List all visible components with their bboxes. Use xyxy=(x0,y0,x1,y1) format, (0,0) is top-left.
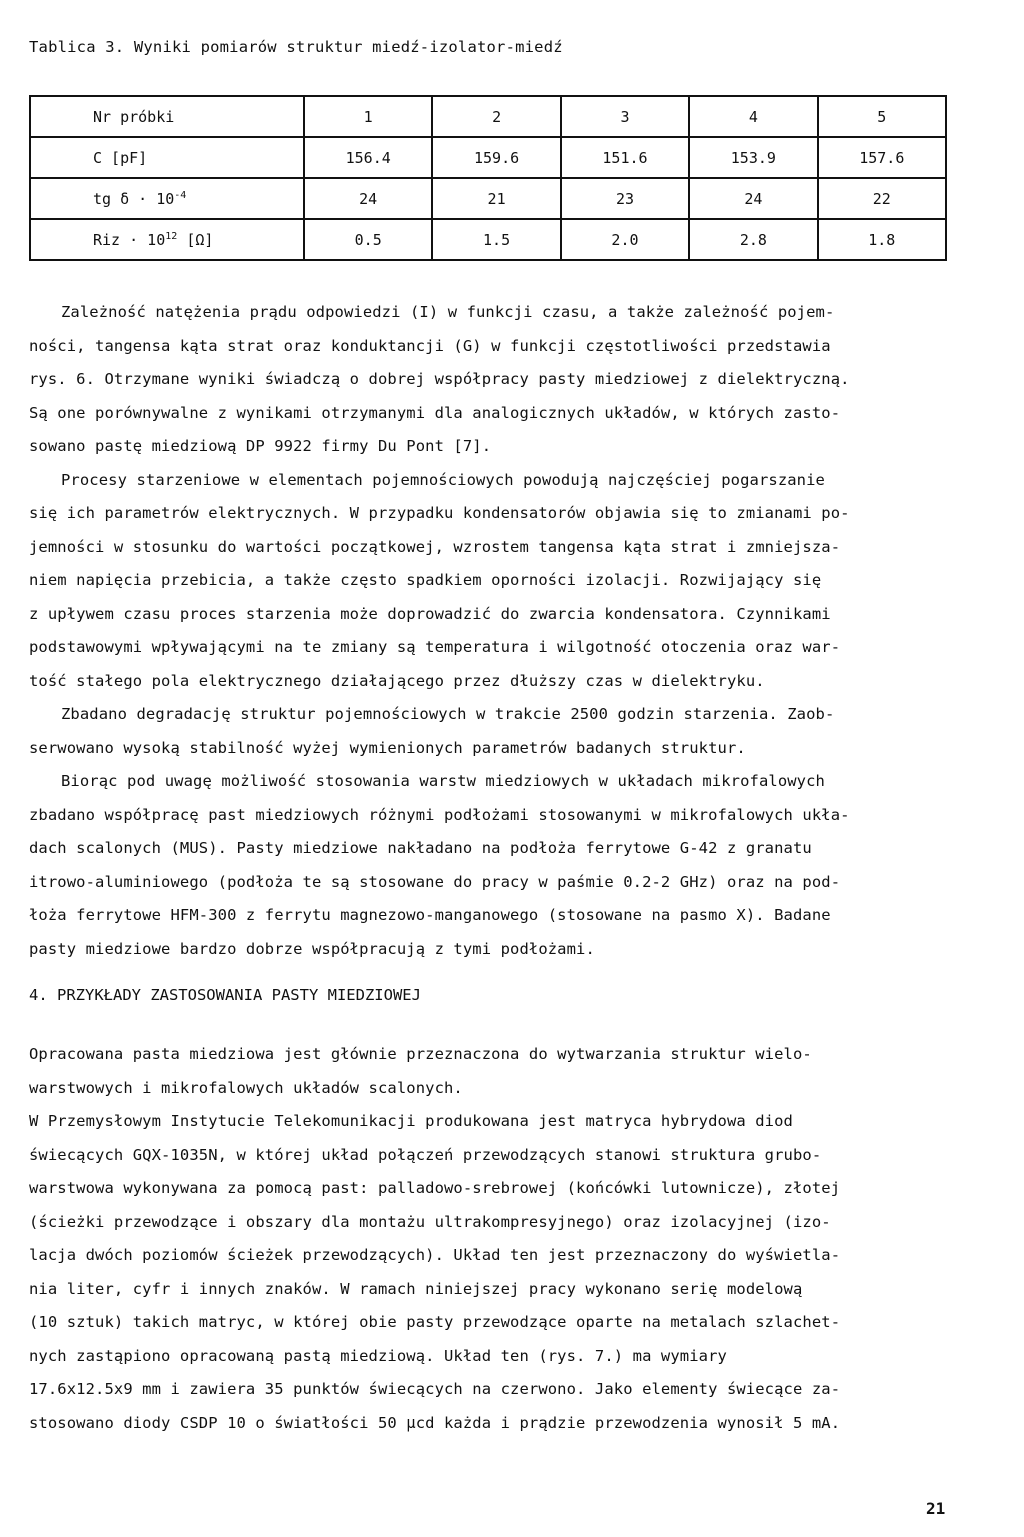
row-label-resistance: Riz · $10^{12}$ [Ω] xyxy=(30,219,304,260)
table-cell: 1.8 xyxy=(818,219,946,260)
text-line: warstwowa wykonywana za pomocą past: palladowo-srebrowej (końcówki lutownicze), złotej xyxy=(29,1179,841,1197)
text-line: warstwowych i mikrofalowych układów scalonych. xyxy=(29,1078,463,1097)
table-cell: 21 xyxy=(432,178,560,219)
page-number: 21 xyxy=(926,1499,946,1518)
table-header-cell: 5 xyxy=(818,96,946,137)
text-line: podstawowymi wpływającymi na te zmiany są temperatura i wilgotność otoczenia oraz war- xyxy=(29,638,841,656)
table-cell: 22 xyxy=(818,178,946,219)
text-line: Są one porównywalne z wynikami otrzymanymi dla analogicznych układów, w których zasto- xyxy=(29,403,841,422)
text-line: nych zastąpiono opracowaną pastą miedziową. Układ ten (rys. 7.) ma wymiary xyxy=(29,1346,727,1365)
text-line: łoża ferrytowe HFM-300 z ferrytu magnezowo-manganowego (stosowane na pasmo X). Badane xyxy=(29,906,831,924)
table-header-cell: 4 xyxy=(689,96,817,137)
table-cell: 156.4 xyxy=(304,137,432,178)
table-cell: 159.6 xyxy=(432,137,560,178)
table-cell: 2.0 xyxy=(561,219,689,260)
table-header-cell: 1 xyxy=(304,96,432,137)
text-line: W Przemysłowym Instytucie Telekomunikacji produkowana jest matryca hybrydowa diod xyxy=(29,1112,793,1130)
text-line: tość stałego pola elektrycznego działającego przez dłuższy czas w dielektryku. xyxy=(29,671,765,690)
text-line: jemności w stosunku do wartości początkowej, wzrostem tangensa kąta strat i zmniejsza- xyxy=(29,537,841,556)
text-line: (ścieżki przewodzące i obszary dla montażu ultrakompresyjnego) oraz izolacyjnej (izo- xyxy=(29,1212,831,1231)
text-line: 17.6x12.5x9 mm i zawiera 35 punktów świecących na czerwono. Jako elementy świecące za- xyxy=(29,1380,841,1398)
table-row xyxy=(30,178,946,219)
row-label-tangent: tg $\delta \cdot 10^{-4}$ xyxy=(30,178,304,219)
text-line: lacja dwóch poziomów ścieżek przewodzących). Układ ten jest przeznaczony do wyświetla- xyxy=(29,1246,841,1264)
table-cell: 23 xyxy=(561,178,689,219)
text-line: serwowano wysoką stabilność wyżej wymienionych parametrów badanych struktur. xyxy=(29,738,746,757)
text-line: niem napięcia przebicia, a także często spadkiem oporności izolacji. Rozwijający się xyxy=(29,571,822,589)
body-text-section-1 xyxy=(29,296,964,966)
text-line: sowano pastę miedziową DP 9922 firmy Du Pont [7]. xyxy=(29,437,492,455)
text-line: Procesy starzeniowe w elementach pojemnościowych powodują najczęściej pogarszanie xyxy=(61,470,825,489)
table-header-label: Nr próbki xyxy=(30,96,304,137)
text-line: Zależność natężenia prądu odpowiedzi (I) w funkcji czasu, a także zależność pojem- xyxy=(61,303,835,321)
text-line: Zbadano degradację struktur pojemnościowych w trakcie 2500 godzin starzenia. Zaob- xyxy=(61,705,835,723)
text-line: itrowo-aluminiowego (podłoża te są stosowane do pracy w paśmie 0.2-2 GHz) oraz na pod- xyxy=(29,872,841,891)
text-line: świecących GQX-1035N, w której układ połączeń przewodzących stanowi struktura grubo- xyxy=(29,1145,822,1164)
text-line: dach scalonych (MUS). Pasty miedziowe nakładano na podłoża ferrytowe G-42 z granatu xyxy=(29,839,812,857)
text-line: Opracowana pasta miedziowa jest głównie przeznaczona do wytwarzania struktur wielo- xyxy=(29,1045,812,1063)
table-cell: 151.6 xyxy=(561,137,689,178)
text-line: się ich parametrów elektrycznych. W przypadku kondensatorów objawia się to zmianami po- xyxy=(29,504,850,522)
text-line: Biorąc pod uwagę możliwość stosowania warstw miedziowych w układach mikrofalowych xyxy=(61,772,825,790)
table-cell: 157.6 xyxy=(818,137,946,178)
table-caption: Tablica 3. Wyniki pomiarów struktur miedź-izolator-miedź xyxy=(29,38,563,56)
text-line: (10 sztuk) takich matryc, w której obie pasty przewodzące oparte na metalach szlachet- xyxy=(29,1313,841,1331)
table-cell: 24 xyxy=(689,178,817,219)
text-line: zbadano współpracę past miedziowych różnymi podłożami stosowanymi w mikrofalowych ukła- xyxy=(29,805,850,824)
text-line: ności, tangensa kąta strat oraz konduktancji (G) w funkcji częstotliwości przedstawia xyxy=(29,336,831,355)
text-line: pasty miedziowe bardzo dobrze współpracują z tymi podłożami. xyxy=(29,939,595,958)
text-line: nia liter, cyfr i innych znaków. W ramach niniejszej pracy wykonano serię modelową xyxy=(29,1279,803,1298)
results-table xyxy=(29,95,947,261)
text-line: rys. 6. Otrzymane wyniki świadczą o dobrej współpracy pasty miedziowej z dielektryczną. xyxy=(29,370,850,388)
table-row xyxy=(30,137,946,178)
table-cell: 24 xyxy=(304,178,432,219)
text-line: stosowano diody CSDP 10 o światłości 50 μcd każda i prądzie przewodzenia wynosił 5 mA. xyxy=(29,1413,841,1432)
table-row xyxy=(30,219,946,260)
table-cell: 0.5 xyxy=(304,219,432,260)
table-cell: 2.8 xyxy=(689,219,817,260)
text-line: z upływem czasu proces starzenia może doprowadzić do zwarcia kondensatora. Czynnikami xyxy=(29,604,831,623)
body-text-section-2 xyxy=(29,1038,964,1440)
section-heading: 4. PRZYKŁADY ZASTOSOWANIA PASTY MIEDZIOWEJ xyxy=(29,986,421,1004)
row-label-capacitance: C [pF] xyxy=(30,137,304,178)
table-header-cell: 3 xyxy=(561,96,689,137)
table-header-row xyxy=(30,96,946,137)
table-cell: 153.9 xyxy=(689,137,817,178)
table-header-cell: 2 xyxy=(432,96,560,137)
table-cell: 1.5 xyxy=(432,219,560,260)
